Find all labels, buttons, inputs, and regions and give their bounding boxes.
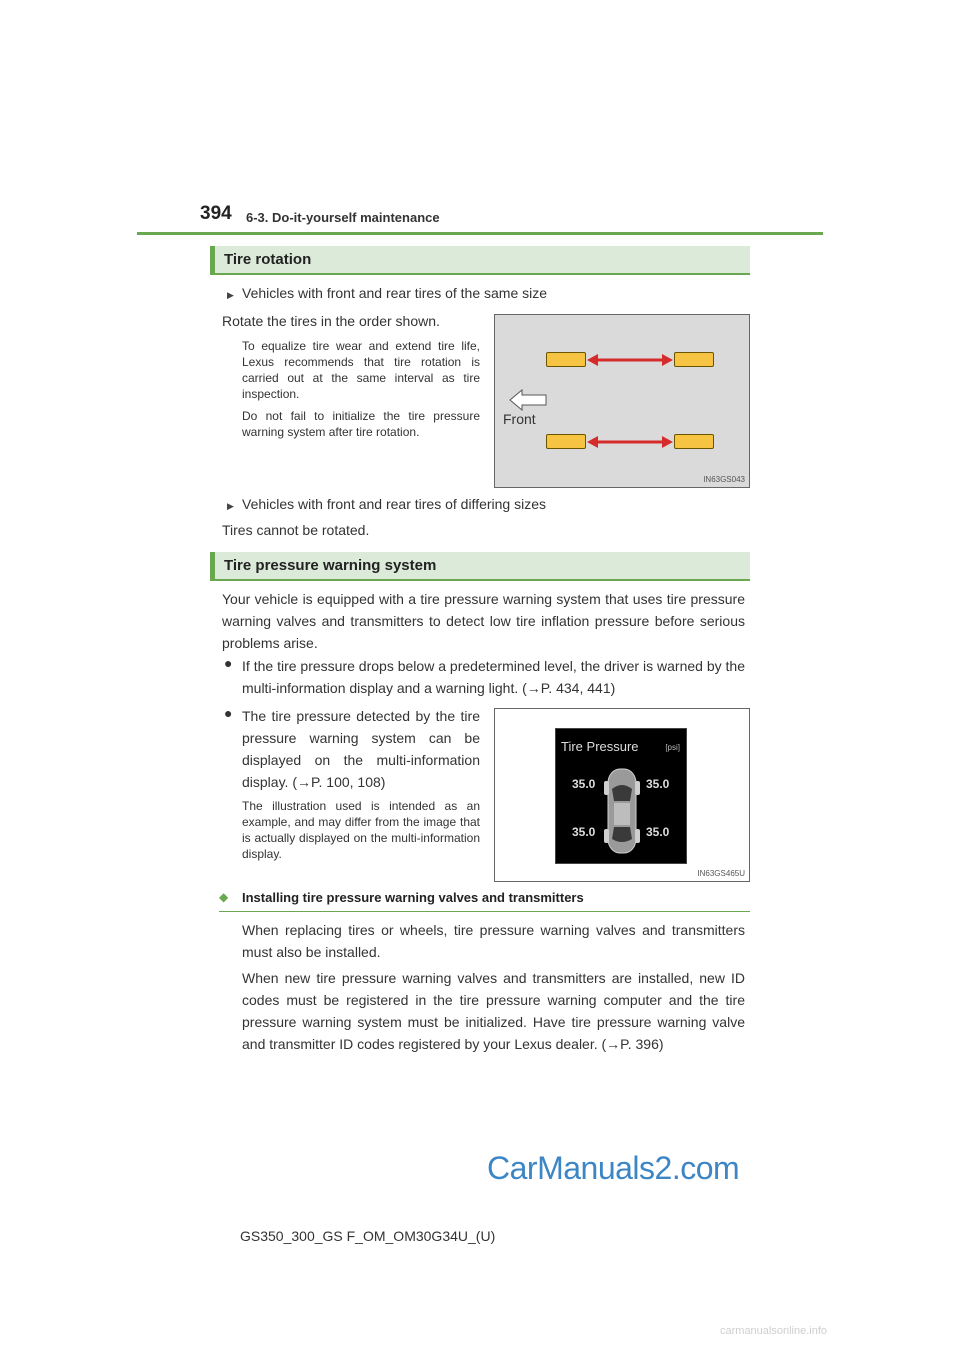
- diamond-bullet-icon: ◆: [219, 890, 229, 904]
- multi-information-display: [555, 728, 687, 864]
- pressure-front-right: 35.0: [646, 777, 670, 791]
- item-text: Tires cannot be rotated.: [222, 522, 370, 538]
- page-number: 394: [200, 203, 232, 224]
- tire-front-left: [546, 352, 586, 367]
- tire-rear-left: [546, 434, 586, 449]
- bullet-icon: ●: [224, 705, 233, 721]
- intro-paragraph: Your vehicle is equipped with a tire pressure warning system that uses tire pressure warning valves and transmitters to detect low tire inflation pressure before serious problems arise.: [222, 591, 745, 651]
- triangle-bullet-icon: ▶: [227, 290, 234, 300]
- figure-code: IN63GS043: [703, 475, 745, 484]
- pressure-rear-left: 35.0: [572, 825, 596, 839]
- item-heading: Vehicles with front and rear tires of differing sizes: [242, 496, 547, 512]
- item-text: Rotate the tires in the order shown.: [222, 313, 440, 329]
- note: Do not fail to initialize the tire pressure warning system after tire rotation.: [242, 409, 480, 439]
- rotation-arrow-icon: [587, 351, 673, 369]
- car-top-view-icon: [604, 767, 640, 855]
- subsection-rule: [219, 911, 750, 912]
- note: The illustration used is intended as an example, and may differ from the image that is actually displayed on the multi-information display.: [242, 799, 480, 861]
- figure-code: IN63GS465U: [697, 869, 745, 878]
- document-code-footer: GS350_300_GS F_OM_OM30G34U_(U): [240, 1228, 496, 1244]
- front-direction-arrow-icon: [509, 389, 547, 411]
- display-unit: [psi]: [665, 743, 680, 752]
- section-reference: 6-3. Do-it-yourself maintenance: [246, 210, 440, 225]
- tire-rear-right: [674, 434, 714, 449]
- item-heading: Vehicles with front and rear tires of the same size: [242, 285, 548, 301]
- bullet-text: The tire pressure detected by the tire pressure warning system can be displayed on the multi-information display. (→P. 100, 108): [242, 708, 480, 790]
- subsection-title: Installing tire pressure warning valves and transmitters: [242, 890, 584, 905]
- watermark-url: carmanualsonline.info: [720, 1325, 828, 1337]
- bullet-icon: ●: [224, 655, 233, 671]
- header-rule: [137, 232, 823, 235]
- display-title: Tire Pressure: [561, 739, 639, 754]
- note: To equalize tire wear and extend tire life, Lexus recommends that tire rotation is carried out at the same interval as tire inspection.: [242, 339, 480, 401]
- tire-rotation-figure: [494, 314, 750, 488]
- front-label: Front: [503, 411, 536, 427]
- bullet-text: If the tire pressure drops below a predetermined level, the driver is warned by the multi-information display and a warning light. (→P. 434, 441): [242, 658, 745, 696]
- paragraph: When replacing tires or wheels, tire pressure warning valves and transmitters must also be installed.: [242, 922, 745, 960]
- watermark-logo: CarManuals2.com: [487, 1150, 740, 1186]
- tire-front-right: [674, 352, 714, 367]
- tire-pressure-display-figure: [494, 708, 750, 882]
- rotation-arrow-icon: [587, 433, 673, 451]
- triangle-bullet-icon: ▶: [227, 501, 234, 511]
- section-header-tire-rotation: [210, 246, 750, 275]
- section-title: Tire rotation: [224, 251, 312, 268]
- paragraph: When new tire pressure warning valves and transmitters are installed, new ID codes must be registered in the tire pressure warning computer and the tire pressure warning system must be initialized. Have tire pressure warning valve and transmitter ID codes registered by your Lexus dealer. (→P. 396): [242, 970, 745, 1052]
- pressure-rear-right: 35.0: [646, 825, 670, 839]
- section-title: Tire pressure warning system: [224, 557, 437, 574]
- section-header-tire-pressure-warning: [210, 552, 750, 581]
- pressure-front-left: 35.0: [572, 777, 596, 791]
